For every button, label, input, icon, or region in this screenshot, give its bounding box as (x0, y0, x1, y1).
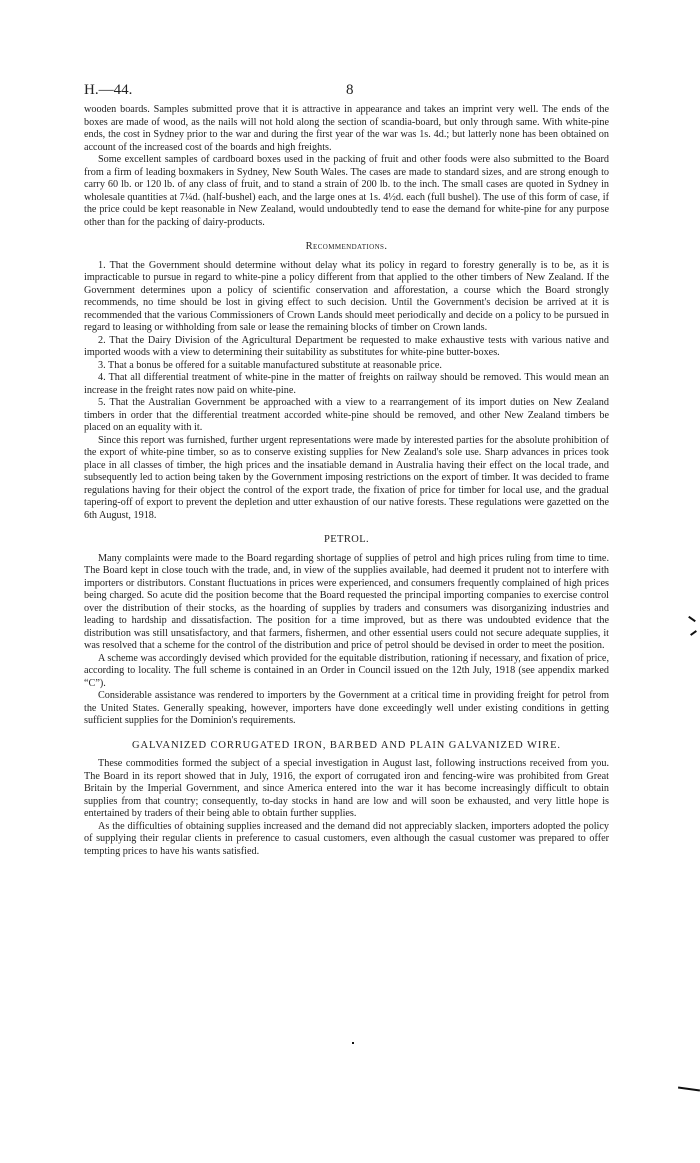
section-recommendations (84, 241, 609, 522)
margin-mark (688, 616, 696, 622)
section-heading: PETROL. (323, 534, 370, 545)
margin-mark (352, 1042, 354, 1044)
paragraph: Considerable assistance was rendered to importers by the Government at a critical time in providing freight for petrol from the United States. Generally speaking, however, importers have done exceedingly well under existing conditions in getting sufficient supplies for the Dominion's requirements. (84, 690, 609, 726)
paragraph: Some excellent samples of cardboard boxes used in the packing of fruit and other foods were also submitted to the Board from a firm of leading boxmakers in Sydney, New South Wales. The cases are made to standard sizes, and are strong enough to carry 60 lb. or 120 lb. of any class of fruit, and to stand a strain of 200 lb. to the inch. The small cases are quoted in Sydney in wholesale quantities at 7¼d. (half-bushel) each, and the large ones at 1s. 4½d. each (full bushel). The use of this form of case, if the price could be kept reasonable in New Zealand, would undoubtedly tend to ease the demand for white-pine for any purpose other than for the packing of dairy-products. (84, 154, 609, 228)
paragraph: 3. That a bonus be offered for a suitable manufactured substitute at reasonable price. (98, 359, 442, 371)
section-heading: Recommendations. (305, 241, 388, 252)
page-header (84, 82, 604, 102)
section-petrol (84, 534, 609, 728)
paragraph: These commodities formed the subject of a special investigation in August last, following instructions received from you. The Board in its report showed that in July, 1916, the export of corrugated iron and fencing-wire was prohibited from Great Britain by the Imperial Government, and since America entered into the war it has become increasingly difficult to obtain supplies from that country; consequently, to-day stocks in hand are low and will soon be exhausted, and very little hope is entertained by traders of their being able to obtain further supplies. (84, 758, 609, 819)
document-reference: H.—44. (84, 82, 133, 98)
paragraph: 2. That the Dairy Division of the Agricultural Department be requested to make exhaustive tests with various native and imported woods with a view to determining their suitability as substitutes for white-pine butter-boxes. (84, 334, 609, 358)
paragraph: A scheme was accordingly devised which provided for the equitable distribution, rationing if necessary, and fixation of price, according to locality. The full scheme is contained in an Order in Council issued on the 12th July, 1918 (see appendix marked “C”). (84, 652, 609, 689)
paragraph: wooden boards. Samples submitted prove that it is attractive in appearance and takes an imprint very well. The ends of the boxes are made of wood, as the nails will not hold along the section of scandia-board, but only through same. With white-pine ends, the cost in Sydney prior to the war and during the first year of the war was 1s. 4d.; but latterly none has been obtained on account of the increased cost of the boards and high freights. (84, 104, 609, 153)
paragraph: 5. That the Australian Government be approached with a view to a rearrangement of its import duties on New Zealand timbers in order that the differential treatment accorded white-pine should be removed, and other New Zealand timbers be placed on an equality with it. (84, 397, 609, 433)
paragraph: As the difficulties of obtaining supplies increased and the demand did not appreciably slacken, importers adopted the policy of supplying their regular clients in preference to casual customers, even although the casual customer was prepared to offer tempting prices to have his wants satisfied. (84, 820, 609, 857)
paragraph: Since this report was furnished, further urgent representations were made by interested parties for the absolute prohibition of the export of white-pine timber, so as to conserve existing supplies for New Zealand's sole use. Sharp advances in prices took place in all classes of timber, the high prices and the insatiable demand in Australia having their effect on the local trade, and subsequently led to action being taken by the Government imposing restrictions on the export of timber. It was decided to frame regulations having for their object the control of the export trade, the fixation of price for timber for local use, and the gradual tapering-off of export to prevent the depletion and utter exhaustion of our native forests. These regulations were gazetted on the 6th August, 1918. (84, 434, 609, 521)
paragraph: Many complaints were made to the Board regarding shortage of supplies of petrol and high prices ruling from time to time. The Board kept in close touch with the trade, and, in view of the supplies available, had deemed it prudent not to interfere with importers or distributors. Constant fluctuations in prices were experienced, and consumers frequently complained of high prices being charged. So acute did the position become that the Board requested the principal importing companies to exercise control over the distribution of their stocks, as the hoarding of supplies by traders and consumers was disorganizing industries and leading to hardship and dissatisfaction. The position for a time improved, but as there was undoubted evidence that the distribution was still unsatisfactory, and that farmers, fishermen, and other essential users could not secure adequate supplies, it was resolved that a scheme for the control of the distribution and price of petrol should be devised in order to meet the position. (84, 552, 609, 651)
section-heading: GALVANIZED CORRUGATED IRON, BARBED AND PLAIN GALVANIZED WIRE. (132, 739, 561, 751)
section-cardboard-boxes (84, 104, 609, 229)
paragraph: 1. That the Government should determine without delay what its policy in regard to forestry generally is to be, as it is impracticable to pursue in regard to white-pine a policy different from that applied to the other timbers of New Zealand. If the Government determines upon a policy of scientific conservation and afforestation, a course which the Board strongly recommends, no time should be lost in giving effect to such decision. Until the Government's decision be arrived at it is recommended that the various Commissioners of Crown Lands should meet periodically and decide on a policy to be pursued in regard to leasing or withholding from sale or lease the remaining blocks of timber on Crown lands. (84, 259, 609, 333)
margin-mark (690, 630, 697, 636)
margin-mark (678, 1086, 700, 1091)
page-number: 8 (346, 82, 354, 98)
section-galvanized-iron (84, 740, 609, 859)
document-body (84, 104, 609, 858)
paragraph: 4. That all differential treatment of white-pine in the matter of freights on railway should be removed. This would mean an increase in the freight rates now paid on white-pine. (84, 372, 609, 396)
